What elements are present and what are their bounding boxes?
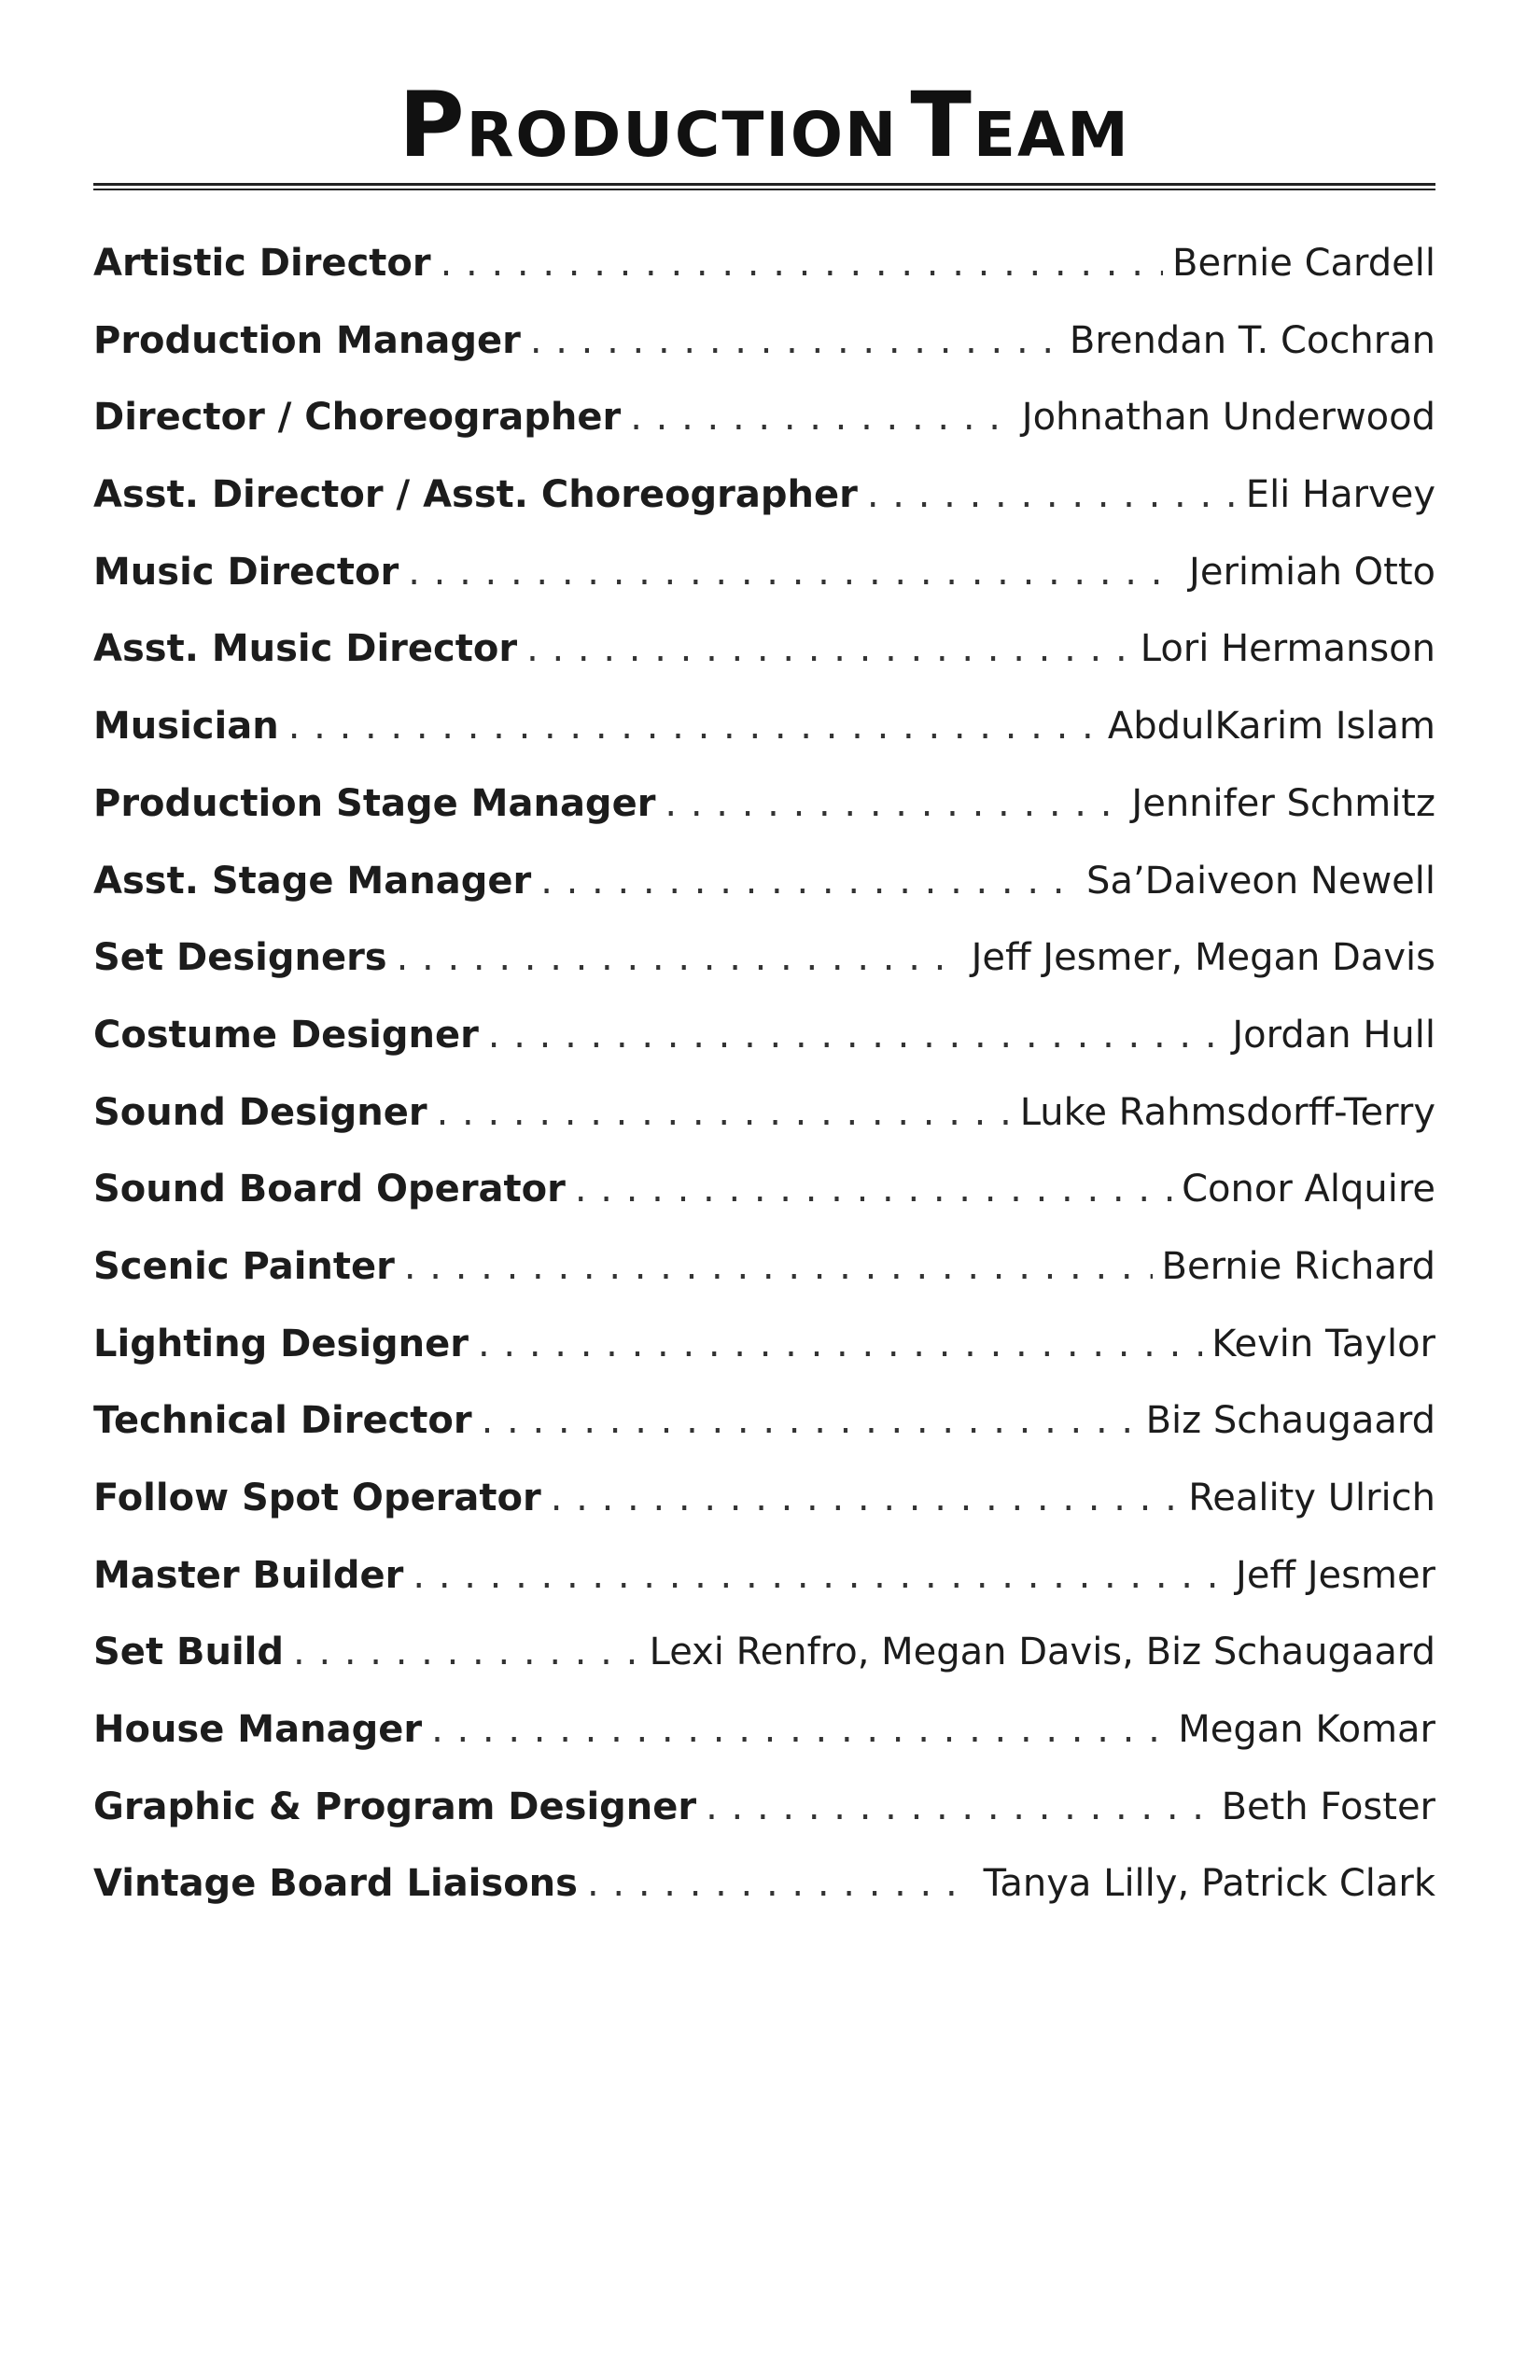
credit-row [93, 1399, 1435, 1479]
dot-leader [478, 1325, 1202, 1363]
credit-row [93, 781, 1435, 862]
credit-name: Kevin Taylor [1211, 1322, 1435, 1365]
title-rest-2: EAM [973, 99, 1130, 171]
credit-role: Asst. Music Director [93, 627, 518, 671]
dot-leader [293, 1633, 640, 1671]
dot-leader [288, 707, 1099, 745]
credit-role: Master Builder [93, 1553, 404, 1597]
credit-name: Lori Hermanson [1140, 627, 1435, 671]
credit-role: Vintage Board Liaisons [93, 1862, 578, 1906]
credit-name: Bernie Cardell [1172, 242, 1435, 285]
dot-leader [437, 1094, 1011, 1131]
dot-leader [526, 630, 1131, 667]
credit-row [93, 859, 1435, 940]
credit-row [93, 1322, 1435, 1403]
dot-leader [665, 785, 1122, 822]
credit-row [93, 1013, 1435, 1094]
program-page [93, 0, 1435, 2380]
credit-name: Jordan Hull [1232, 1013, 1435, 1057]
credit-name: Bernie Richard [1161, 1244, 1435, 1288]
credit-role: Sound Board Operator [93, 1168, 566, 1211]
credit-name: Brendan T. Cochran [1069, 318, 1435, 362]
credit-row [93, 1553, 1435, 1634]
credit-name: Jeff Jesmer [1236, 1553, 1435, 1597]
dot-leader [431, 1711, 1169, 1748]
credit-role: Music Director [93, 550, 399, 594]
credit-name: Reality Ulrich [1188, 1477, 1435, 1519]
dot-leader [397, 939, 962, 976]
credit-name: Lexi Renfro, Megan Davis, Biz Schaugaard [649, 1631, 1435, 1674]
credit-name: Beth Foster [1221, 1785, 1435, 1828]
credit-row [93, 1633, 1435, 1711]
credit-role: Follow Spot Operator [93, 1477, 541, 1519]
dot-leader [630, 399, 1013, 436]
dot-leader [867, 476, 1237, 513]
credit-row [93, 1862, 1435, 1942]
credit-name: Jennifer Schmitz [1131, 781, 1435, 825]
credit-row [93, 1244, 1435, 1325]
credit-role: Set Build [93, 1631, 285, 1674]
credit-role: Scenic Painter [93, 1244, 395, 1288]
credit-name: Megan Komar [1178, 1708, 1435, 1752]
credit-name: Johnathan Underwood [1021, 396, 1435, 440]
credit-name: Conor Alquire [1182, 1168, 1435, 1211]
credit-row [93, 550, 1435, 631]
dot-leader [551, 1479, 1180, 1517]
credit-row [93, 473, 1435, 553]
dot-leader [482, 1402, 1137, 1439]
credit-name: AbdulKarim Islam [1107, 705, 1435, 749]
dot-leader [587, 1865, 974, 1902]
title-rest-1: RODUCTION [466, 99, 899, 171]
credit-role: Production Stage Manager [93, 781, 656, 825]
credit-row [93, 1170, 1435, 1248]
credit-row [93, 242, 1435, 322]
title-rule-thin [93, 189, 1435, 190]
credit-row [93, 396, 1435, 476]
credit-role: Asst. Stage Manager [93, 859, 532, 903]
credit-name: Sa’Daiveon Newell [1086, 859, 1435, 903]
credit-role: Graphic & Program Designer [93, 1785, 697, 1828]
title-initial-2: T [910, 73, 973, 177]
credit-name: Jerimiah Otto [1189, 550, 1435, 594]
credit-name: Biz Schaugaard [1145, 1399, 1435, 1443]
credit-row [93, 1785, 1435, 1866]
credit-role: Artistic Director [93, 242, 431, 285]
dot-leader [488, 1016, 1224, 1054]
credit-row [93, 1479, 1435, 1557]
dot-leader [575, 1170, 1172, 1208]
credit-role: Director / Choreographer [93, 396, 622, 440]
title-rule-thick [93, 183, 1435, 186]
dot-leader [441, 245, 1163, 282]
dot-leader [706, 1788, 1211, 1826]
credit-row [93, 707, 1435, 785]
credit-row [93, 1090, 1435, 1171]
dot-leader [404, 1248, 1153, 1285]
credit-role: Musician [93, 705, 279, 749]
credit-row [93, 318, 1435, 399]
page-title [93, 73, 1435, 177]
dot-leader [408, 553, 1180, 591]
credit-role: Costume Designer [93, 1013, 479, 1057]
credit-role: Lighting Designer [93, 1322, 469, 1365]
credit-row [93, 627, 1435, 707]
credit-role: House Manager [93, 1708, 423, 1752]
credit-name: Luke Rahmsdorff-Terry [1019, 1090, 1435, 1134]
credit-row [93, 1708, 1435, 1788]
credit-name: Tanya Lilly, Patrick Clark [983, 1862, 1435, 1906]
credits-list [93, 242, 1435, 1942]
title-initial-1: P [399, 73, 467, 177]
credit-row [93, 936, 1435, 1016]
dot-leader [540, 862, 1077, 900]
credit-role: Set Designers [93, 936, 387, 980]
credit-role: Technical Director [93, 1399, 472, 1443]
credit-role: Production Manager [93, 318, 521, 362]
credit-name: Eli Harvey [1245, 473, 1435, 517]
dot-leader [530, 322, 1060, 359]
dot-leader [413, 1557, 1226, 1594]
credit-role: Sound Designer [93, 1090, 427, 1134]
credit-name: Jeff Jesmer, Megan Davis [971, 936, 1435, 980]
credit-role: Asst. Director / Asst. Choreographer [93, 473, 858, 517]
